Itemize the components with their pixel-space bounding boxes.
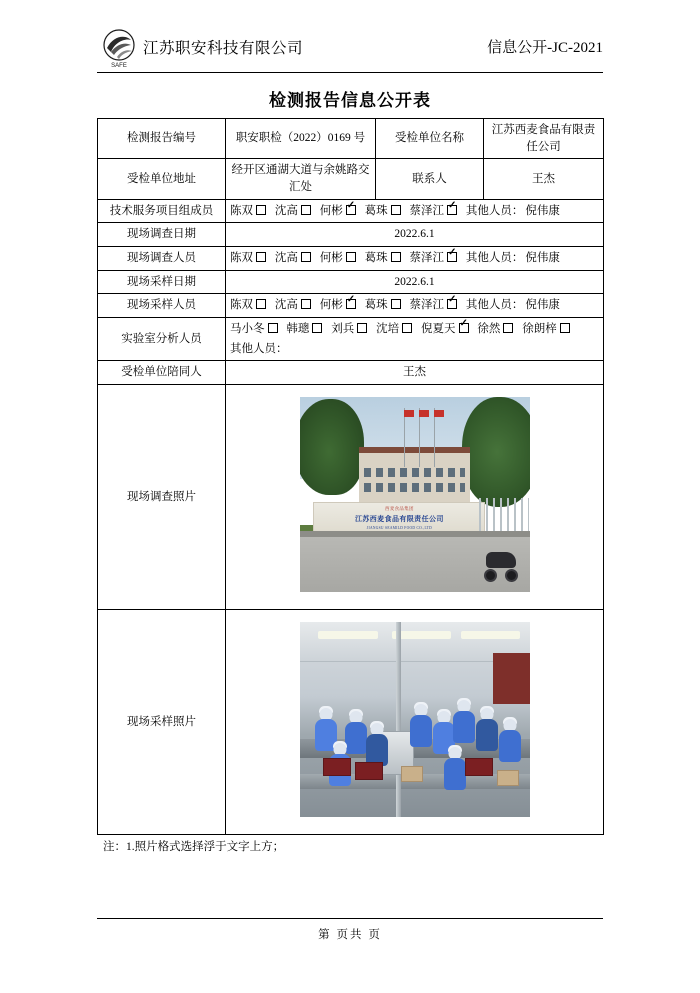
person-name: 徐朗梓 (522, 323, 557, 336)
survey-photo-image (300, 397, 530, 592)
contact-label: 联系人 (376, 159, 484, 199)
checkbox-ma-xiaodong[interactable] (268, 323, 278, 333)
person-name: 葛珠 (364, 204, 388, 217)
sampling-staff-value (226, 294, 604, 318)
checkbox-xu-ran[interactable] (503, 323, 513, 333)
checkbox-he-bin[interactable] (346, 299, 356, 309)
survey-staff-value (226, 247, 604, 271)
other-person-label: 其他人员： (465, 299, 524, 312)
person-name: 陈双 (230, 204, 253, 217)
person-name: 何彬 (319, 299, 343, 312)
header-divider (97, 72, 603, 73)
photo-crate (355, 762, 383, 780)
photo-flagpoles (401, 408, 438, 467)
person-name: 沈高 (274, 252, 298, 265)
other-person-value: 倪伟康 (525, 299, 560, 312)
checkbox-liu-bing[interactable] (357, 323, 367, 333)
sampling-photo-image (300, 622, 530, 817)
page-title: 检测报告信息公开表 (269, 91, 431, 110)
client-name-label: 受检单位名称 (376, 119, 484, 159)
person-name: 蔡泽江 (409, 204, 444, 217)
checkbox-ni-xiatian[interactable] (459, 323, 469, 333)
person-name: 徐然 (477, 323, 501, 336)
checkbox-ge-zhu[interactable] (391, 252, 401, 262)
sampling-staff-label: 现场采样人员 (98, 294, 226, 318)
sampling-date-label: 现场采样日期 (98, 270, 226, 294)
checkbox-shen-gao[interactable] (301, 252, 311, 262)
company-logo-icon (97, 26, 141, 70)
table-row (98, 361, 604, 385)
lab-other-label: 其他人员： (230, 342, 288, 355)
person-name: 葛珠 (364, 299, 388, 312)
checkbox-cai-zejiang[interactable] (447, 299, 457, 309)
person-name: 陈双 (230, 252, 253, 265)
person-name: 陈双 (230, 299, 253, 312)
checkbox-xu-langzi[interactable] (560, 323, 570, 333)
checkbox-ge-zhu[interactable] (391, 299, 401, 309)
table-row (98, 199, 604, 223)
person-name: 马小冬 (230, 323, 265, 336)
team-members-value (226, 199, 604, 223)
table-row (98, 159, 604, 199)
lab-staff-value (226, 318, 604, 361)
photo-box (497, 770, 519, 786)
other-person-label: 其他人员： (465, 252, 524, 265)
person-name: 蔡泽江 (409, 299, 444, 312)
table-row (98, 294, 604, 318)
table-row (98, 247, 604, 271)
checkbox-shen-pei[interactable] (402, 323, 412, 333)
person-name: 倪夏天 (421, 323, 456, 336)
sampling-photo-cell (226, 610, 604, 835)
document-code: 信息公开-JC-2021 (487, 40, 603, 56)
checkbox-chen-shuang[interactable] (256, 205, 266, 215)
other-person-value: 倪伟康 (525, 204, 560, 217)
person-name: 刘兵 (331, 323, 355, 336)
footer-divider (97, 918, 603, 919)
person-name: 蔡泽江 (409, 252, 444, 265)
sampling-photo-label: 现场采样照片 (98, 610, 226, 835)
photo-crate (465, 758, 493, 776)
survey-photo-cell (226, 385, 604, 610)
sign-main-text: 江苏西麦食品有限责任公司 (354, 515, 444, 524)
table-row (98, 270, 604, 294)
photo-crate (323, 758, 351, 776)
page-number: 第 页共 页 (318, 929, 382, 941)
team-members-label: 技术服务项目组成员 (98, 199, 226, 223)
checkbox-he-bin[interactable] (346, 252, 356, 262)
sign-sub-text: JIANGSU SEAMILD FOOD CO.,LTD (366, 526, 433, 531)
survey-date-label: 现场调查日期 (98, 223, 226, 247)
client-address-value: 经开区通湖大道与余姚路交汇处 (226, 159, 376, 199)
page-header (97, 24, 603, 72)
checkbox-han-cong[interactable] (312, 323, 322, 333)
note-text: 注：1.照片格式选择浮于文字上方； (103, 841, 285, 853)
person-name: 葛珠 (364, 252, 388, 265)
checkbox-chen-shuang[interactable] (256, 299, 266, 309)
sampling-date-value: 2022.6.1 (226, 270, 604, 294)
person-name: 沈高 (274, 204, 298, 217)
photo-worker (497, 719, 523, 765)
report-info-table (97, 118, 604, 835)
checkbox-he-bin[interactable] (346, 205, 356, 215)
checkbox-shen-gao[interactable] (301, 299, 311, 309)
checkbox-cai-zejiang[interactable] (447, 205, 457, 215)
table-row (98, 385, 604, 610)
person-name: 韩璁 (286, 323, 310, 336)
survey-date-value: 2022.6.1 (226, 223, 604, 247)
photo-tree-right (462, 397, 530, 507)
photo-pipe (396, 622, 401, 817)
table-row (98, 223, 604, 247)
table-row (98, 318, 604, 361)
checkbox-cai-zejiang[interactable] (447, 252, 457, 262)
person-name: 沈高 (274, 299, 298, 312)
accompany-label: 受检单位陪同人 (98, 361, 226, 385)
table-row (98, 119, 604, 159)
person-name: 何彬 (319, 204, 343, 217)
svg-text:SAFE: SAFE (111, 63, 127, 69)
sign-top-text: 西麦食品集团 (384, 505, 414, 511)
company-name: 江苏职安科技有限公司 (143, 40, 304, 57)
other-person-value: 倪伟康 (525, 252, 560, 265)
person-name: 何彬 (319, 252, 343, 265)
survey-staff-label: 现场调查人员 (98, 247, 226, 271)
checkbox-ge-zhu[interactable] (391, 205, 401, 215)
photo-box (401, 766, 423, 782)
client-name-value: 江苏西麦食品有限责任公司 (484, 119, 604, 159)
checkbox-chen-shuang[interactable] (256, 252, 266, 262)
other-person-label: 其他人员： (465, 204, 524, 217)
checkbox-shen-gao[interactable] (301, 205, 311, 215)
client-address-label: 受检单位地址 (98, 159, 226, 199)
photo-scooter (482, 548, 520, 582)
survey-photo-label: 现场调查照片 (98, 385, 226, 610)
table-row (98, 610, 604, 835)
photo-red-wall (493, 653, 530, 704)
accompany-value: 王杰 (226, 361, 604, 385)
report-no-value: 职安职检（2022）0169 号 (226, 119, 376, 159)
lab-staff-label: 实验室分析人员 (98, 318, 226, 361)
person-name: 沈培 (376, 323, 400, 336)
contact-value: 王杰 (484, 159, 604, 199)
photo-tree-left (300, 399, 364, 495)
report-no-label: 检测报告编号 (98, 119, 226, 159)
